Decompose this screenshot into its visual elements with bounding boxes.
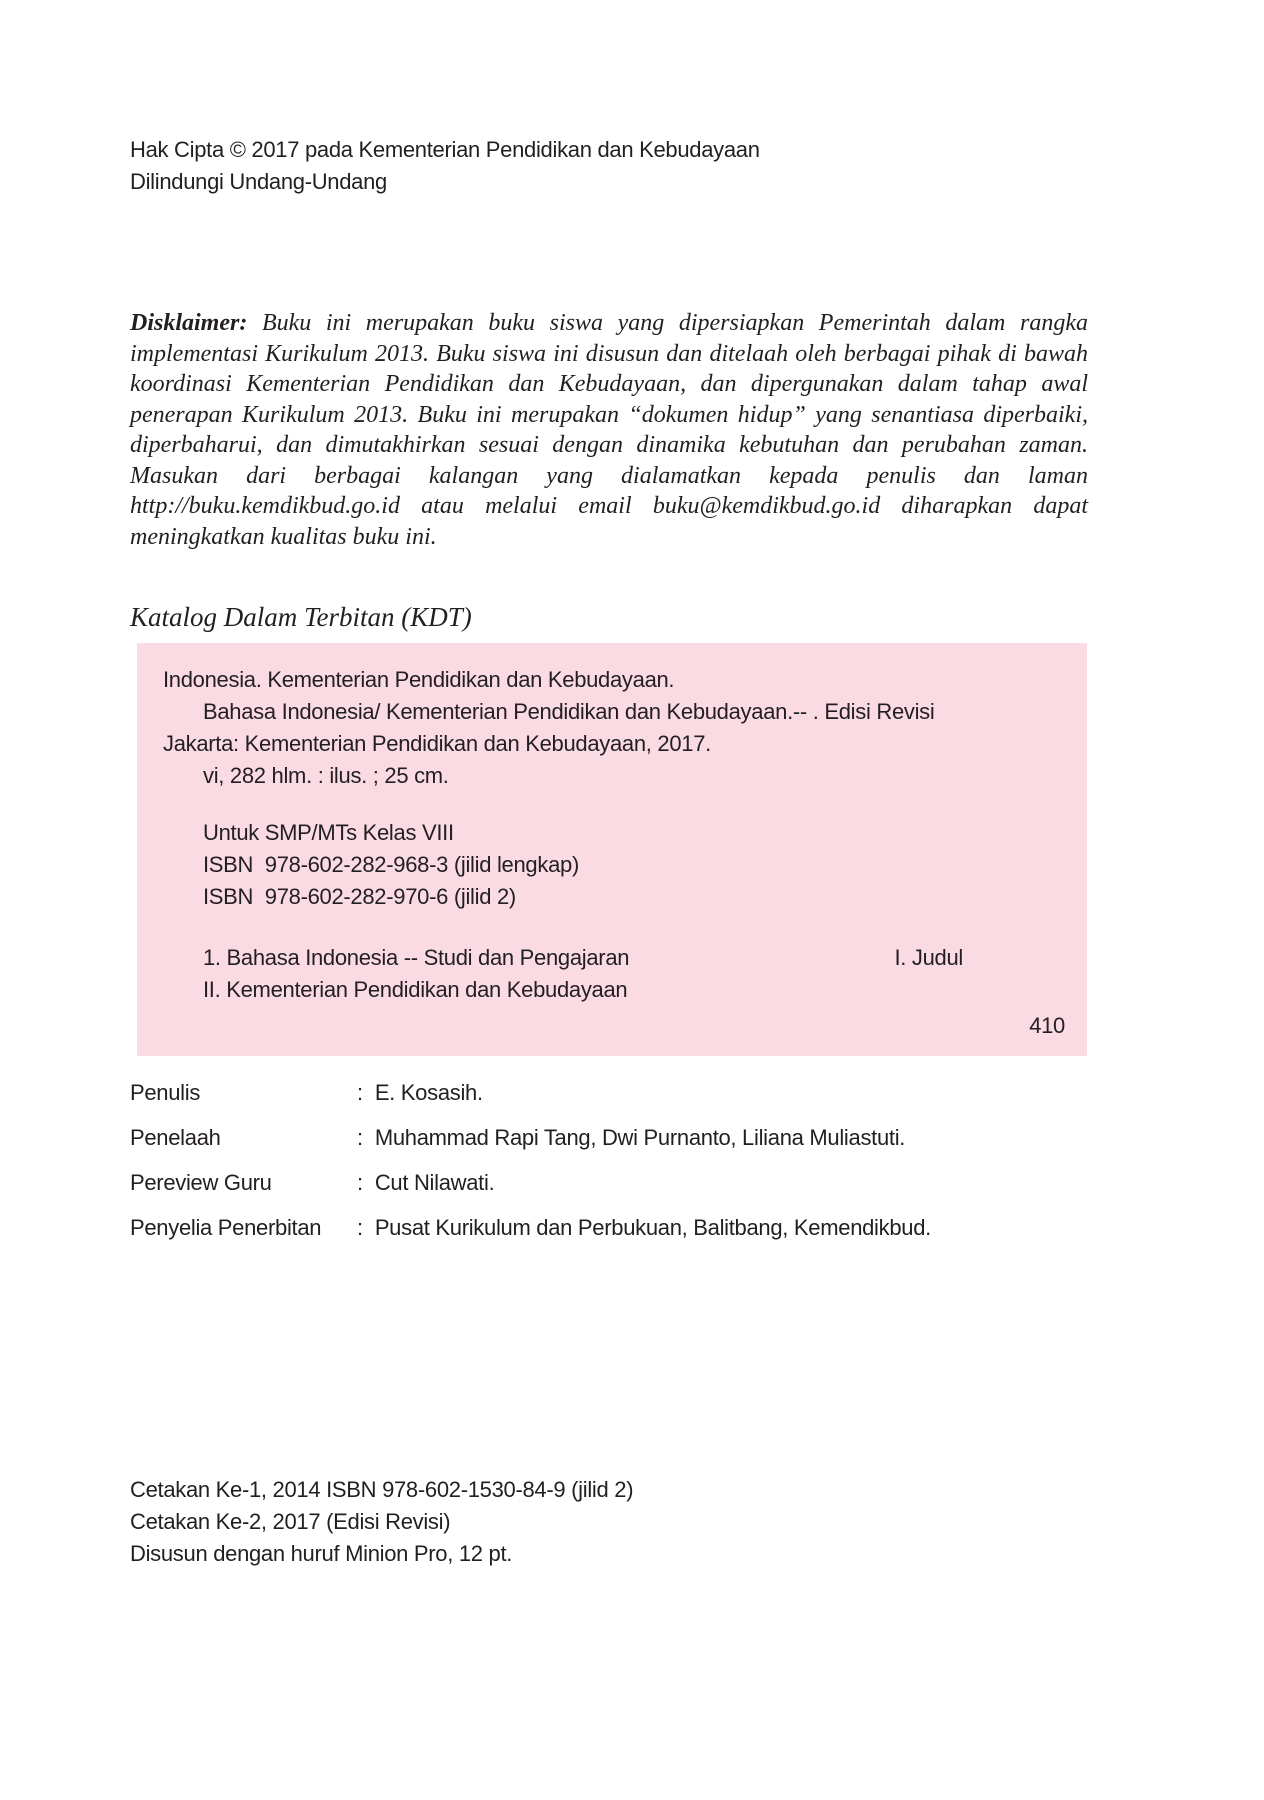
disclaimer-paragraph bbox=[130, 308, 1088, 552]
kdt-audience: Untuk SMP/MTs Kelas VIII bbox=[203, 820, 454, 845]
credit-separator: : bbox=[357, 1125, 363, 1150]
credit-label: Penelaah bbox=[130, 1125, 221, 1150]
kdt-entries-row bbox=[163, 942, 1067, 974]
kdt-imprint: Jakarta: Kementerian Pendidikan dan Kebudayaan, 2017. bbox=[163, 731, 711, 756]
kdt-ddc-number: 410 bbox=[1029, 1013, 1065, 1038]
kdt-box bbox=[137, 643, 1087, 1056]
print-edition-line-1: Cetakan Ke-1, 2014 ISBN 978-602-1530-84-9 (jilid 2) bbox=[130, 1477, 634, 1502]
credit-value: Cut Nilawati. bbox=[374, 1170, 495, 1195]
copyright-notice bbox=[130, 134, 760, 198]
credit-label: Penulis bbox=[130, 1080, 201, 1105]
credit-separator: : bbox=[357, 1080, 363, 1105]
print-info bbox=[130, 1474, 633, 1570]
protection-line: Dilindungi Undang-Undang bbox=[130, 169, 387, 194]
credits-row-penelaah bbox=[130, 1125, 931, 1151]
credits-row-penyelia-penerbitan bbox=[130, 1215, 931, 1241]
credit-label: Penyelia Penerbitan bbox=[130, 1215, 322, 1240]
kdt-isbn-complete: ISBN 978-602-282-968-3 (jilid lengkap) bbox=[203, 852, 579, 877]
kdt-main-entry: Indonesia. Kementerian Pendidikan dan Kebudayaan. bbox=[163, 667, 675, 692]
credit-value: Muhammad Rapi Tang, Dwi Purnanto, Liliana Muliastuti. bbox=[374, 1125, 906, 1150]
print-edition-line-2: Cetakan Ke-2, 2017 (Edisi Revisi) bbox=[130, 1509, 451, 1534]
kdt-subject-entry: 1. Bahasa Indonesia -- Studi dan Pengajaran bbox=[203, 945, 630, 970]
disclaimer-label: Disklaimer: bbox=[130, 310, 248, 336]
kdt-added-entry-corporate: II. Kementerian Pendidikan dan Kebudayaan bbox=[203, 977, 628, 1002]
credit-value: Pusat Kurikulum dan Perbukuan, Balitbang, Kemendikbud. bbox=[374, 1215, 931, 1240]
kdt-collation: vi, 282 hlm. : ilus. ; 25 cm. bbox=[203, 763, 449, 788]
kdt-heading: Katalog Dalam Terbitan (KDT) bbox=[130, 602, 472, 632]
credit-value: E. Kosasih. bbox=[374, 1080, 483, 1105]
disclaimer-text: Buku ini merupakan buku siswa yang dipersiapkan Pemerintah dalam rangka implementasi Kurikulum 2013. Buku siswa ini disusun dan ditelaah oleh berbagai pihak di bawah koordinasi Kementerian Pendidikan dan Kebudayaan, dan dipergunakan dalam tahap awal penerapan Kurikulum 2013. Buku ini merupakan “dokumen hidup” yang senantiasa diperbaiki, diperbaharui, dan dimutakhirkan sesuai dengan dinamika kebutuhan dan perubahan zaman. Masukan dari berbagai kalangan yang dialamatkan kepada penulis dan laman http://buku.kemdikbud.go.id atau melalui email buku@kemdikbud.go.id diharapkan dapat meningkatkan kualitas buku ini. bbox=[130, 310, 1088, 550]
credit-separator: : bbox=[357, 1215, 363, 1240]
credits-row-penulis bbox=[130, 1080, 931, 1106]
kdt-title-statement: Bahasa Indonesia/ Kementerian Pendidikan dan Kebudayaan.-- . Edisi Revisi bbox=[203, 699, 935, 724]
kdt-isbn-volume: ISBN 978-602-282-970-6 (jilid 2) bbox=[203, 884, 516, 909]
credits-row-pereview-guru bbox=[130, 1170, 931, 1196]
copyright-line: Hak Cipta © 2017 pada Kementerian Pendidikan dan Kebudayaan bbox=[130, 137, 760, 162]
credit-label: Pereview Guru bbox=[130, 1170, 272, 1195]
credit-separator: : bbox=[357, 1170, 363, 1195]
kdt-added-entry-title: I. Judul bbox=[894, 945, 963, 970]
typeface-note: Disusun dengan huruf Minion Pro, 12 pt. bbox=[130, 1541, 513, 1566]
credits-list bbox=[130, 1080, 931, 1260]
